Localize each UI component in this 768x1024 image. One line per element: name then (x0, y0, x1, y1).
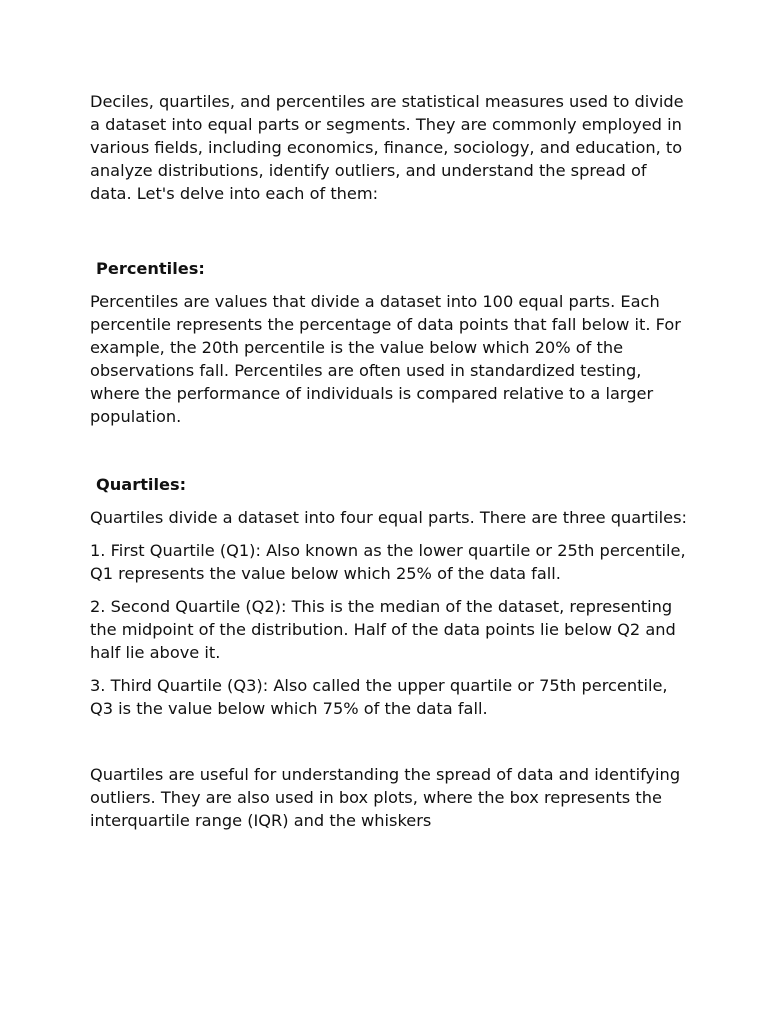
quartile-item-q1: 1. First Quartile (Q1): Also known as the lower quartile or 25th percentile, Q1 represents the value below which 25% of the data fall. (90, 541, 686, 583)
quartile-item-q3: 3. Third Quartile (Q3): Also called the upper quartile or 75th percentile, Q3 is the value below which 75% of the data fall. (90, 676, 668, 718)
quartile-item-q2: 2. Second Quartile (Q2): This is the median of the dataset, representing the midpoint of the distribution. Half of the data points lie below Q2 and half lie above it. (90, 597, 676, 662)
percentiles-paragraph: Percentiles are values that divide a dataset into 100 equal parts. Each percentile represents the percentage of data points that fall below it. For example, the 20th percentile is the value below which 20% of the observations fall. Percentiles are often used in standardized testing, where the performance of individuals is compared relative to a larger population. (90, 292, 681, 426)
percentiles-heading: Percentiles: (96, 259, 205, 278)
quartiles-intro-paragraph: Quartiles divide a dataset into four equal parts. There are three quartiles: (90, 508, 687, 527)
intro-paragraph: Deciles, quartiles, and percentiles are statistical measures used to divide a dataset into equal parts or segments. They are commonly employed in various fields, including economics, finance, sociology, and education, to analyze distributions, identify outliers, and understand the spread of data. Let's delve into each of them: (90, 92, 684, 203)
document-page (90, 90, 690, 832)
quartiles-heading: Quartiles: (96, 475, 187, 494)
quartiles-closing-paragraph: Quartiles are useful for understanding the spread of data and identifying outliers. They are also used in box plots, where the box represents the interquartile range (IQR) and the whiskers (90, 765, 681, 830)
